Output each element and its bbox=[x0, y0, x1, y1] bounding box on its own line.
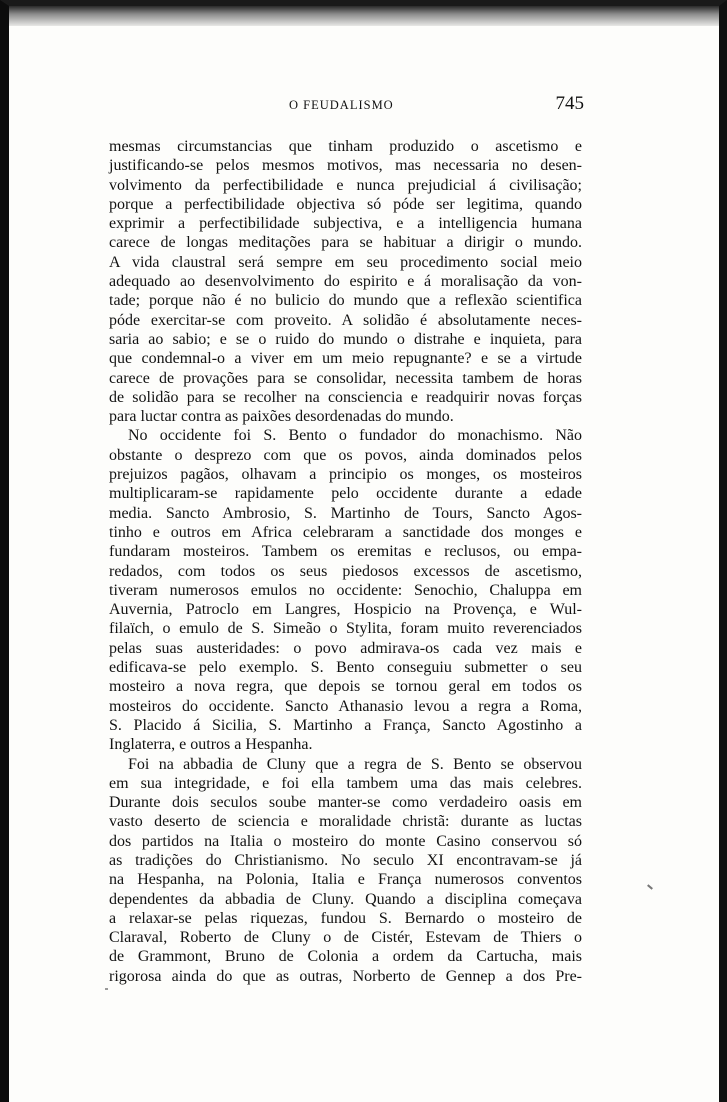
text-line: fundaram mosteiros. Tambem os eremitas e reclusos, ou empa- bbox=[109, 543, 582, 561]
text-line: vasto deserto de sciencia e moralidade christã: durante as luctas bbox=[109, 813, 582, 831]
text-line: as tradições do Christianismo. No seculo XI encontravam-se já bbox=[109, 851, 582, 869]
paragraph-start-line: No occidente foi S. Bento o fundador do monachismo. Não bbox=[128, 427, 582, 445]
text-line: carece de provações para se consolidar, necessita tambem de horas bbox=[109, 369, 582, 387]
text-line: prejuizos pagãos, olhavam a principio os monges, os mosteiros bbox=[109, 466, 582, 484]
text-line: multiplicaram-se rapidamente pelo occidente durante a edade bbox=[109, 485, 582, 503]
text-line: mosteiro a nova regra, que depois se tornou geral em todos os bbox=[109, 678, 582, 696]
text-line: de Grammont, Bruno de Colonia a ordem da Cartucha, mais bbox=[109, 948, 582, 966]
text-line: mesmas circumstancias que tinham produzido o ascetismo e bbox=[109, 138, 582, 155]
text-line: tade; porque não é no bulicio do mundo que a reflexão scientifica bbox=[109, 292, 582, 310]
text-line: tinho e outros em Africa celebraram a sanctidade dos monges e bbox=[109, 523, 582, 541]
text-line: exprimir a perfectibilidade subjectiva, e a intelligencia humana bbox=[109, 215, 582, 233]
text-line: Claraval, Roberto de Cluny o de Cistér, Estevam de Thiers o bbox=[109, 929, 582, 947]
paragraph-start-line: Foi na abbadia de Cluny que a regra de S. Bento se observou bbox=[128, 755, 582, 773]
running-header bbox=[104, 93, 584, 122]
running-title: O FEUDALISMO bbox=[289, 98, 394, 112]
text-line: S. Placido á Sicilia, S. Martinho a França, Sancto Agostinho a bbox=[109, 716, 582, 734]
page-number: 745 bbox=[555, 93, 584, 114]
body-text bbox=[109, 137, 582, 986]
paragraph-end-line: para luctar contra as paixões desordenadas do mundo. bbox=[109, 408, 454, 426]
text-line: volvimento da perfectibilidade e nunca prejudicial á civilisação; bbox=[109, 176, 582, 194]
text-line: póde exercitar-se com proveito. A solidão é absolutamente neces- bbox=[109, 311, 582, 329]
text-line: media. Sancto Ambrosio, S. Martinho de Tours, Sancto Agos- bbox=[109, 504, 582, 522]
text-line: dos partidos na Italia o mosteiro do monte Casino conservou só bbox=[109, 832, 582, 850]
scan-edge-shadow bbox=[9, 6, 719, 26]
text-line: filaïch, o emulo de S. Simeão o Stylita, foram muito reverenciados bbox=[109, 620, 582, 638]
text-line: pelas suas austeridades: o povo admirava-os cada vez mais e bbox=[109, 639, 582, 657]
text-line: rigorosa ainda do que as outras, Norberto de Gennep a dos Pre- bbox=[109, 967, 582, 985]
text-line: que condemnal-o a viver em um meio repugnante? e se a virtude bbox=[109, 350, 582, 368]
scan-speck bbox=[647, 884, 653, 889]
text-line: mosteiros do occidente. Sancto Athanasio levou a regra a Roma, bbox=[109, 697, 582, 715]
text-line: dependentes da abbadia de Cluny. Quando a disciplina começava bbox=[109, 890, 582, 908]
text-line: tiveram numerosos emulos no occidente: Senochio, Chaluppa em bbox=[109, 581, 582, 599]
text-line: justificando-se pelos mesmos motivos, mas necessaria no desen- bbox=[109, 157, 582, 175]
text-line: carece de longas meditações para se habituar a dirigir o mundo. bbox=[109, 234, 582, 252]
text-line: porque a perfectibilidade objectiva só póde ser legitima, quando bbox=[109, 195, 582, 213]
text-line: adequado ao desenvolvimento do espirito e á moralisação da von- bbox=[109, 273, 582, 291]
text-line: edificava-se pelo exemplo. S. Bento conseguiu submetter o seu bbox=[109, 659, 582, 677]
text-line: Durante dois seculos soube manter-se como verdadeiro oasis em bbox=[109, 794, 582, 812]
scan-speck bbox=[105, 988, 108, 990]
paragraph-end-line: Inglaterra, e outros a Hespanha. bbox=[109, 736, 313, 754]
text-line: redados, com todos os seus piedosos excessos de ascetismo, bbox=[109, 562, 582, 580]
text-line: na Hespanha, na Polonia, Italia e França numerosos conventos bbox=[109, 871, 582, 889]
text-line: Auvernia, Patroclo em Langres, Hospicio na Provença, e Wul- bbox=[109, 601, 582, 619]
text-line: em sua integridade, e foi ella tambem uma das mais celebres. bbox=[109, 774, 582, 792]
text-line: saria ao sabio; e se o ruido do mundo o distrahe e inquieta, para bbox=[109, 330, 582, 348]
text-line: A vida claustral será sempre em seu procedimento social meio bbox=[109, 253, 582, 271]
text-line: a relaxar-se pelas riquezas, fundou S. Bernardo o mosteiro de bbox=[109, 909, 582, 927]
text-line: de solidão para se recolher na consciencia e readquirir novas forças bbox=[109, 388, 582, 406]
text-line: obstante o desprezo com que os povos, ainda dominados pelos bbox=[109, 446, 582, 464]
